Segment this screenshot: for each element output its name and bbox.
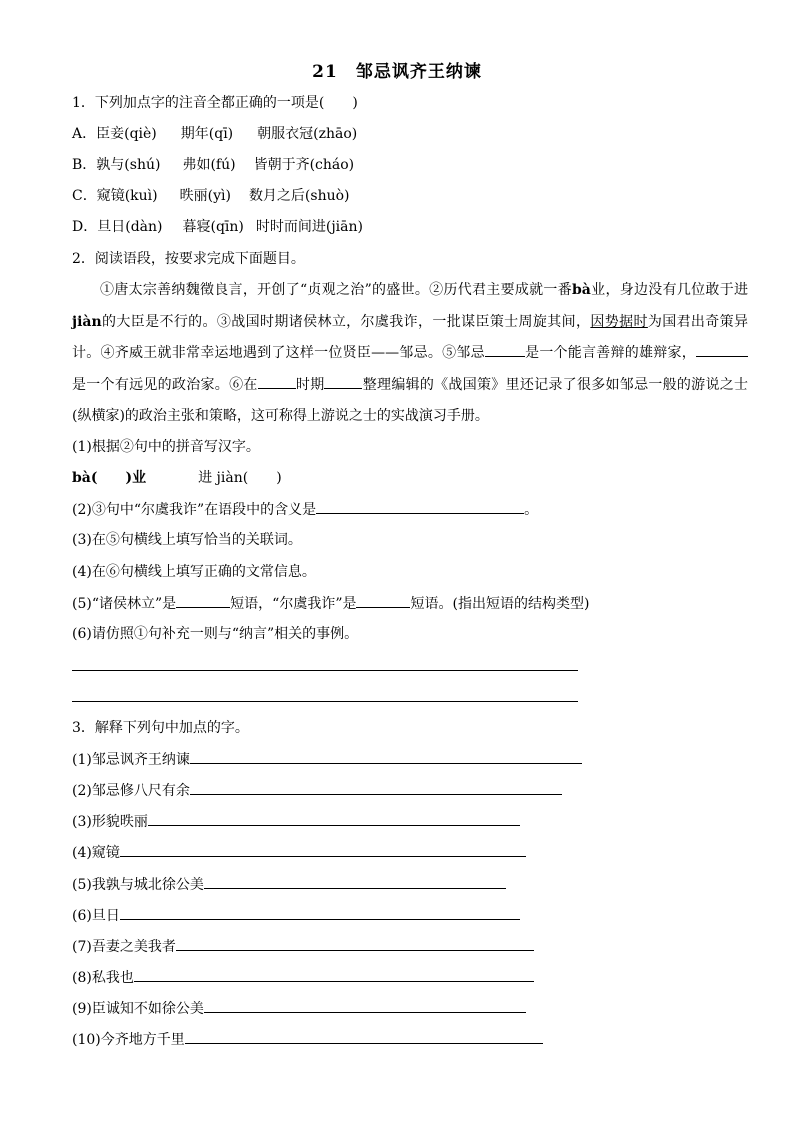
q2-sub1: (1)根据②句中的拼音写汉字。 <box>72 439 260 455</box>
q1-option-d: D．旦日(dàn) 暮寝(qīn) 时时而间进(jiān) <box>72 219 363 235</box>
q3-item-7: (7)吾妻之美我者 <box>72 936 534 957</box>
blank-6b[interactable] <box>324 374 362 389</box>
q2-sub2-answer-blank[interactable] <box>316 499 524 514</box>
q2-sub5: (5)“诸侯林立”是 短语，“尔虞我诈”是 短语。(指出短语的结构类型) <box>72 593 589 614</box>
q3-item-10: (10)今齐地方千里 <box>72 1029 543 1050</box>
q2-sub1-answers <box>72 468 282 488</box>
q3-item-5-blank[interactable] <box>204 874 506 889</box>
q2-sub6: (6)请仿照①句补充一则与“纳言”相关的事例。 <box>72 626 359 642</box>
q2-sub6-answer-line-1[interactable] <box>72 670 578 671</box>
blank-5b[interactable] <box>696 342 748 357</box>
q2-sub1-answer-b[interactable]: 进 jiàn( ) <box>198 470 282 486</box>
q3-item-7-blank[interactable] <box>176 936 534 951</box>
q2-sub2: (2)③句中“尔虞我诈”在语段中的含义是 。 <box>72 499 538 520</box>
q3-item-9-blank[interactable] <box>204 998 526 1013</box>
q3-item-10-blank[interactable] <box>185 1029 543 1044</box>
q2-sub5-blank-a[interactable] <box>176 593 230 608</box>
q3-item-9: (9)臣诚知不如徐公美 <box>72 998 526 1019</box>
q1-option-b: B．孰与(shú) 弗如(fú) 皆朝于齐(cháo) <box>72 157 355 173</box>
page-title: 21 邹忌讽齐王纳谏 <box>312 62 482 82</box>
q1-option-c: C．窥镜(kuì) 昳丽(yì) 数月之后(shuò) <box>72 188 350 204</box>
q2-sub3: (3)在⑤句横线上填写恰当的关联词。 <box>72 532 302 548</box>
q3-item-4-blank[interactable] <box>120 842 526 857</box>
q3-item-6: (6)旦日 <box>72 905 520 926</box>
q1-stem: 1．下列加点字的注音全都正确的一项是( ) <box>72 95 358 111</box>
blank-6a[interactable] <box>258 374 296 389</box>
q3-item-4: (4)窥镜 <box>72 842 526 863</box>
q2-sub5-blank-b[interactable] <box>356 593 410 608</box>
q3-item-8-blank[interactable] <box>134 967 534 982</box>
q3-item-8: (8)私我也 <box>72 967 534 988</box>
q3-item-6-blank[interactable] <box>120 905 520 920</box>
q3-item-2-blank[interactable] <box>190 780 562 795</box>
q3-item-1-blank[interactable] <box>190 749 582 764</box>
q3-item-5: (5)我孰与城北徐公美 <box>72 874 506 895</box>
q3-item-1: (1)邹忌讽齐王纳谏 <box>72 749 582 770</box>
q1-option-a: A．臣妾(qiè) 期年(qī) 朝服衣冠(zhāo) <box>72 126 358 142</box>
q2-stem: 2．阅读语段，按要求完成下面题目。 <box>72 251 305 267</box>
q2-sub6-answer-line-2[interactable] <box>72 701 578 702</box>
q2-passage: ①唐太宗善纳魏徵良言，开创了“贞观之治”的盛世。②历代君主要成就一番bà业，身边没有几位敢于进jiàn的大臣是不行的。③战国时期诸侯林立，尔虞我诈，一批谋臣策士周旋其间，因势据时为国君出奇策异计。④齐威王就非常幸运地遇到了这样一位贤臣——邹忌。⑤邹忌 是一个能言善辩的雄辩家，是一个有远见的政治家。⑥在 时期 整理编辑的《战国策》里还记录了很多如邹忌一般的游说之士(纵横家)的政治主张和策略，这可称得上游说之士的实战演习手册。 <box>72 282 749 424</box>
q3-stem: 3．解释下列句中加点的字。 <box>72 720 249 736</box>
q3-item-3-blank[interactable] <box>148 811 520 826</box>
q2-sub1-answer-a[interactable]: bà( )业 <box>72 470 147 486</box>
q3-item-3: (3)形貌昳丽 <box>72 811 520 832</box>
q3-item-2: (2)邹忌修八尺有余 <box>72 780 562 801</box>
q2-sub4: (4)在⑥句横线上填写正确的文常信息。 <box>72 564 316 580</box>
blank-5a[interactable] <box>485 342 525 357</box>
